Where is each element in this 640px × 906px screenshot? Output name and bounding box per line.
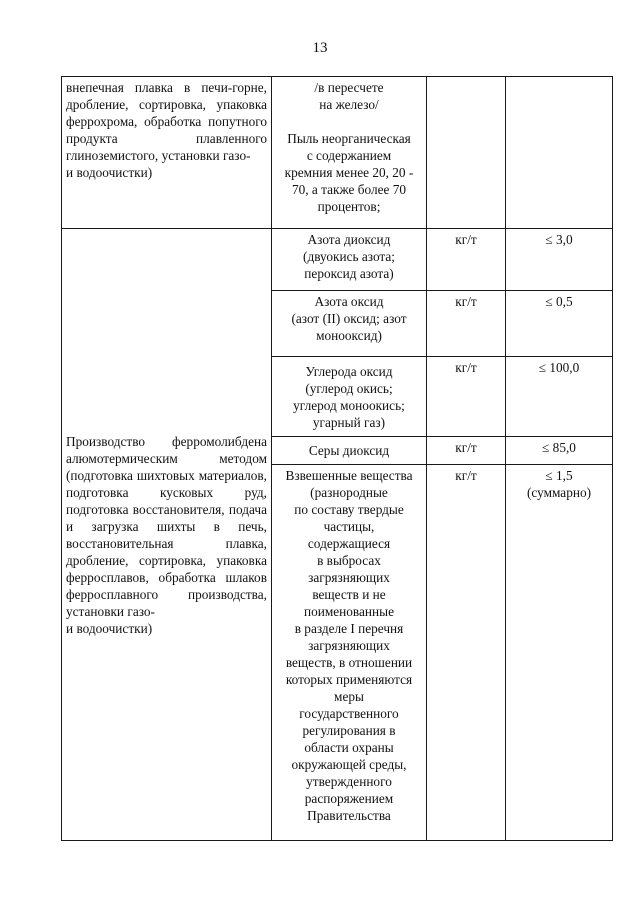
text-line: Азота оксид (314, 294, 384, 309)
substance-cell (272, 291, 427, 357)
text-line: Углерода оксид (305, 363, 393, 379)
unit-cell: кг/т (427, 229, 506, 291)
substance-cell (272, 465, 427, 841)
table-row (62, 229, 613, 291)
text-line: утвержденного (306, 774, 392, 789)
text-line: загрязняющих (308, 570, 390, 585)
text-line: (разнородные (310, 485, 388, 500)
text-line: Азота диоксид (307, 232, 391, 247)
text-line: государственного (299, 706, 399, 721)
text-line: и водоочистки) (66, 620, 153, 636)
substance-cell (272, 437, 427, 465)
text-line: процентов; (317, 199, 381, 214)
text-line: внепечная плавка в печи-горне, дробление, сортировка, упаковка феррохрома, обработка попутного продукта плавленного глиноземистого, установки газо- (66, 80, 267, 163)
text-line: регулирования в (302, 723, 396, 738)
text-line: содержащиеся (307, 536, 391, 551)
text-line: Производство ферромолибдена алюмотермическим методом (подготовка шихтовых материалов, подготовка кусковых руд, подготовка восстановителя, подача и загрузка шихты в печь, восстановительная плавка, дробление, сортировка, упаковка ферросплавов, обработка шлаков ферросплавного производства, установки газо- (66, 433, 267, 619)
text-line: монооксид) (316, 328, 382, 343)
value-cell: ≤ 3,0 (506, 229, 613, 291)
text-line: частицы, (323, 519, 375, 534)
unit-cell: кг/т (427, 291, 506, 357)
text-line: меры (334, 689, 364, 704)
process-cell (62, 77, 272, 229)
text-line: угарный газ) (312, 414, 386, 430)
text-line (276, 113, 422, 130)
text-line: пероксид азота) (304, 266, 394, 281)
unit-cell (427, 77, 506, 229)
text-line: и водоочистки) (66, 165, 153, 180)
text-line: (азот (II) оксид; азот (291, 311, 407, 326)
text-line: Серы диоксид (308, 443, 390, 458)
text-line: распоряжением (304, 791, 394, 806)
value-cell (506, 77, 613, 229)
substance-cell (272, 77, 427, 229)
text-line: загрязняющих (308, 638, 390, 653)
text-line: с содержанием (306, 148, 392, 163)
substance-cell (272, 357, 427, 437)
text-line: веществ, в отношении (285, 655, 413, 670)
page-number: 13 (312, 40, 328, 56)
text-line: (суммарно) (526, 485, 592, 500)
text-line: кремния менее 20, 20 - (284, 165, 414, 180)
text-line: 70, а также более 70 (291, 182, 407, 197)
process-cell (62, 229, 272, 841)
text-line: Пыль неорганическая (287, 131, 411, 146)
value-cell: ≤ 0,5 (506, 291, 613, 357)
text-line: ≤ 1,5 (545, 468, 573, 483)
text-line: Правительства (307, 808, 391, 823)
text-line: которых применяются (285, 672, 413, 687)
text-line: области охраны (304, 740, 394, 755)
text-line: углерод моноокись; (293, 397, 405, 413)
text-line: веществ и не (312, 587, 386, 602)
unit-cell: кг/т (427, 437, 506, 465)
table-row (62, 77, 613, 229)
unit-cell: кг/т (427, 465, 506, 841)
text-line: в выбросах (317, 553, 381, 568)
text-line: поименованные (303, 604, 395, 619)
emissions-table (61, 76, 613, 841)
unit-cell: кг/т (427, 357, 506, 437)
text-line: окружающей среды, (291, 757, 407, 772)
text-line: на железо/ (319, 97, 379, 112)
value-cell: ≤ 100,0 (506, 357, 613, 437)
substance-cell (272, 229, 427, 291)
value-cell (506, 465, 613, 841)
value-cell: ≤ 85,0 (506, 437, 613, 465)
text-line: Взвешенные вещества (285, 468, 413, 483)
text-line: в разделе I перечня (294, 621, 404, 636)
text-line: по составу твердые (294, 502, 404, 517)
text-line: (двуокись азота; (303, 249, 395, 264)
text-line: /в пересчете (314, 80, 384, 95)
text-line: (углерод окись; (305, 380, 393, 396)
